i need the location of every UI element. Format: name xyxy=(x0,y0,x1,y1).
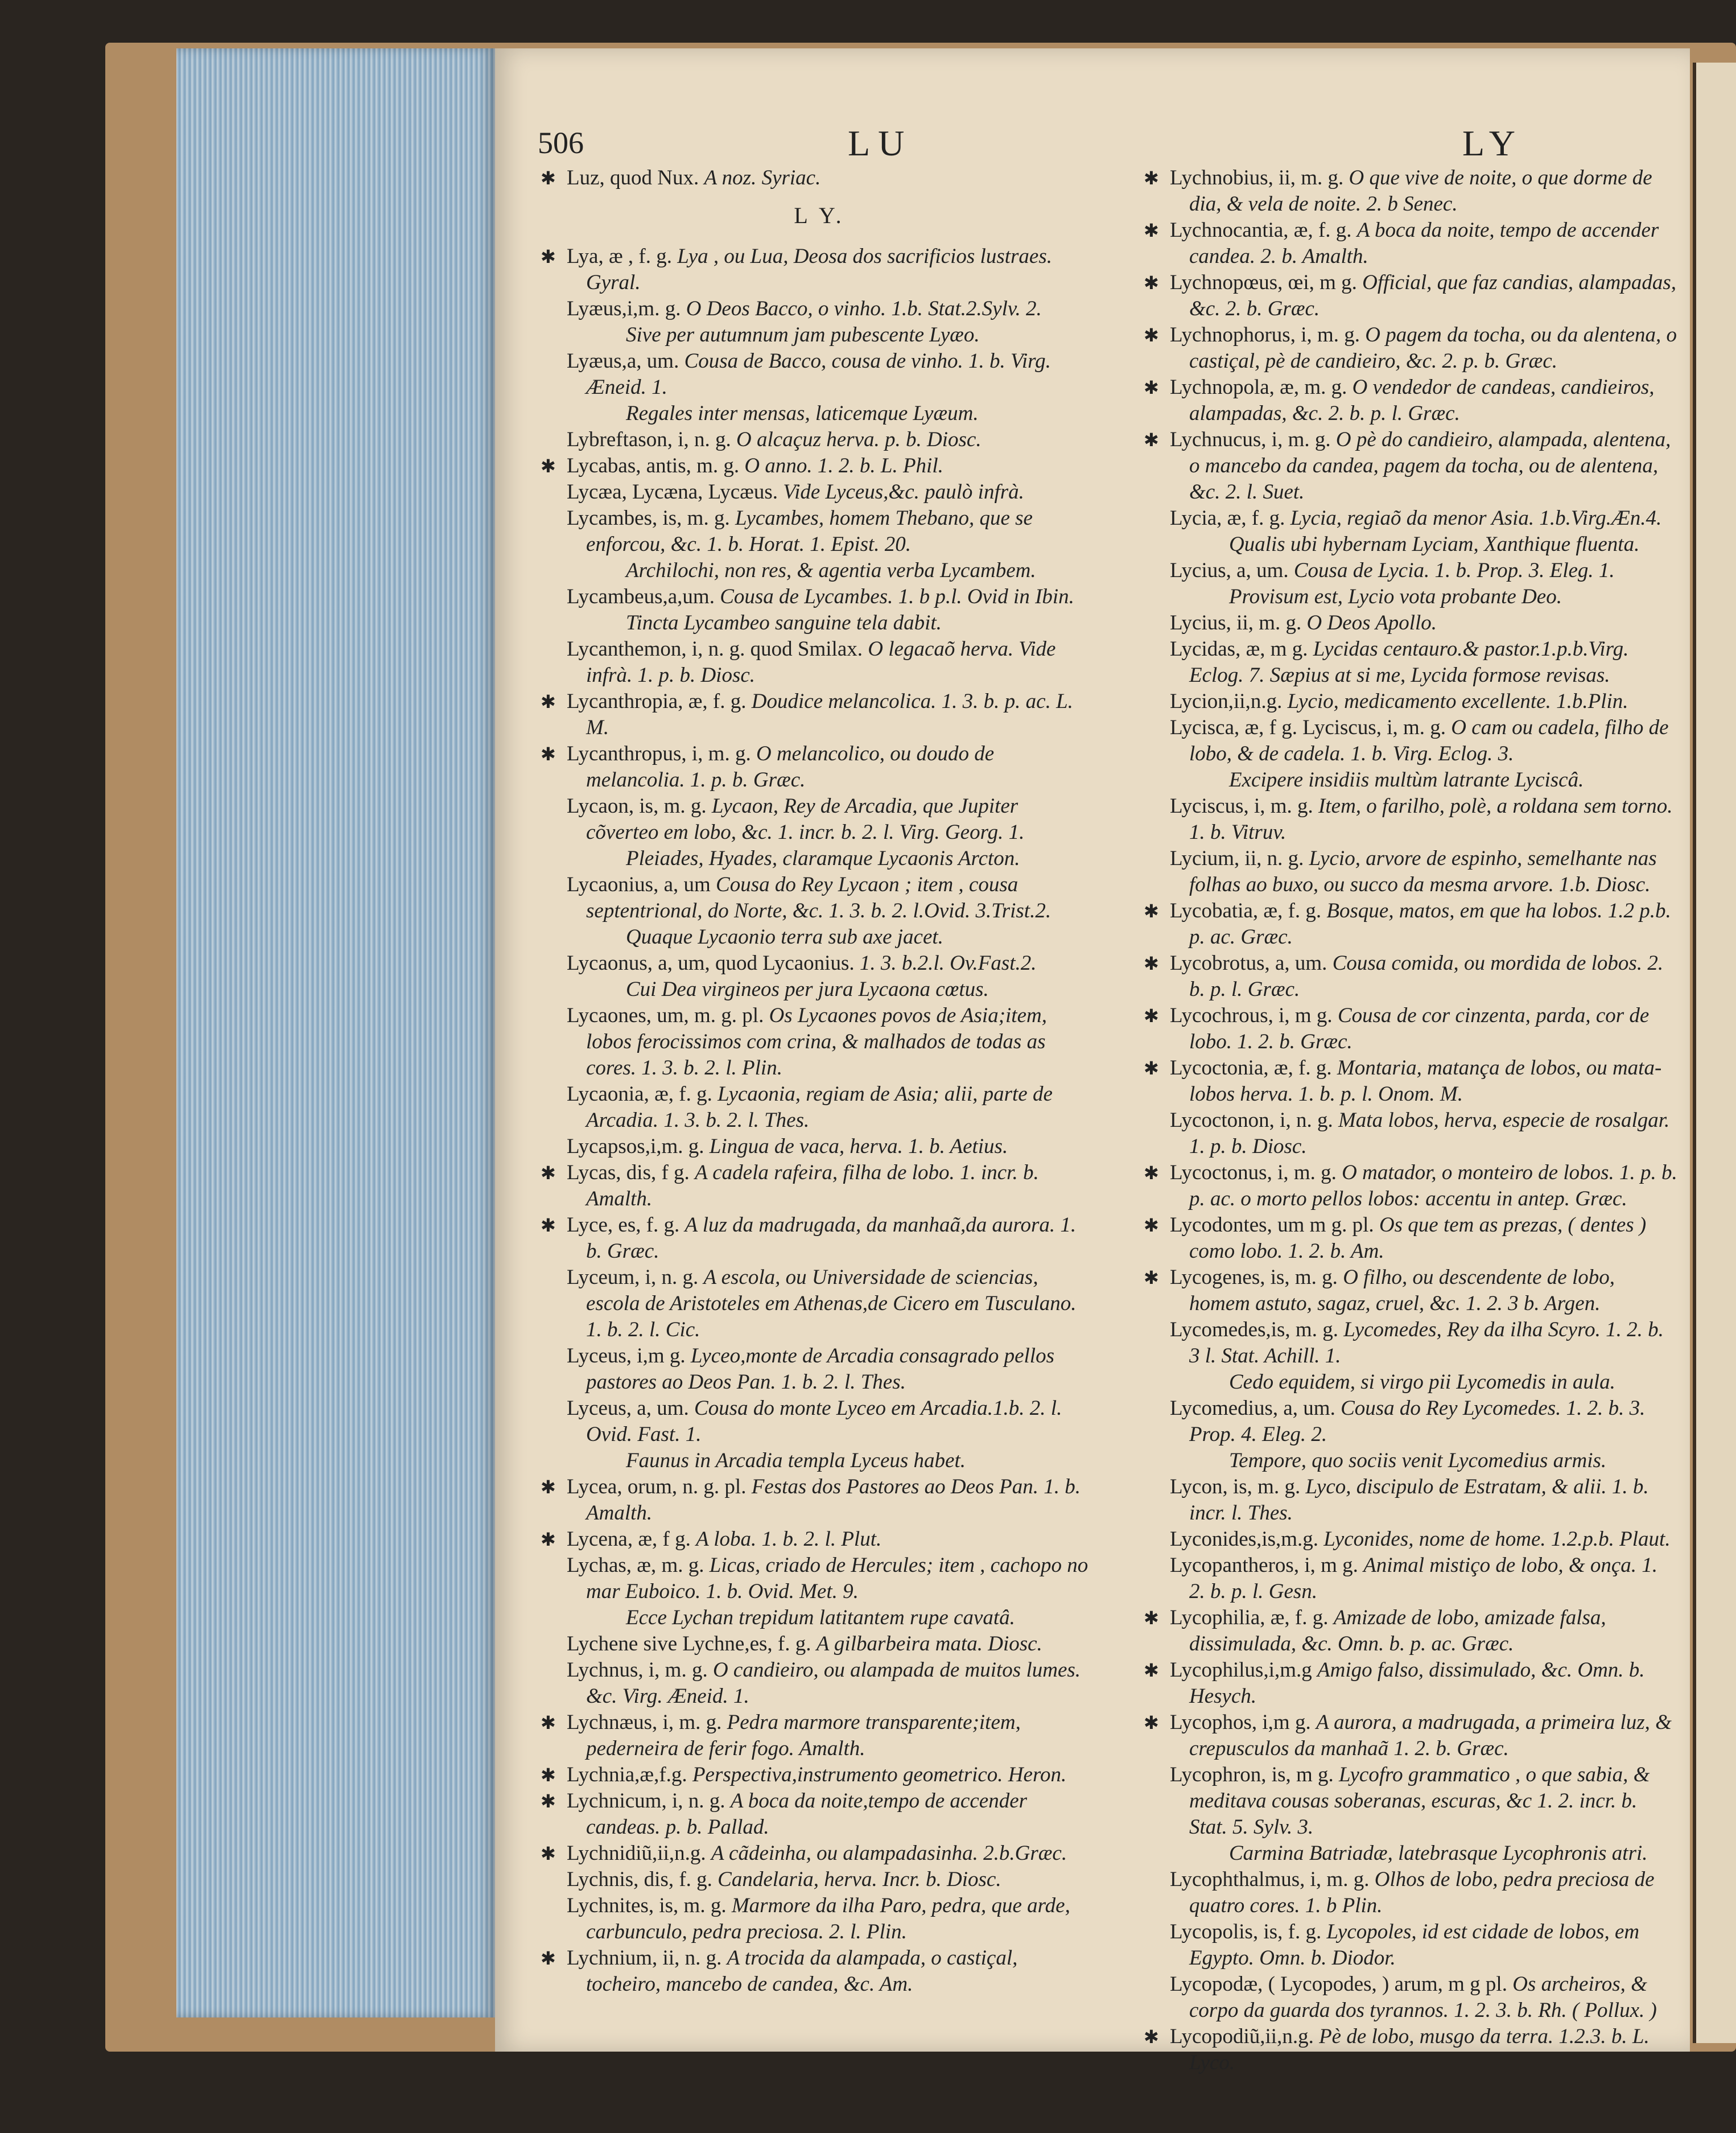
dictionary-entry xyxy=(546,165,1092,191)
entry-headword: Lycambeus,a,um. xyxy=(567,585,715,608)
dictionary-entry xyxy=(546,1657,1092,1710)
entry-definition: Lycaonia, regiam de Asia; alii, parte de Arcadia. 1. 3. b. 2. l. Thes. xyxy=(586,1082,1053,1132)
entry-headword: Lychnia,æ,f.g. xyxy=(567,1763,687,1786)
dictionary-entry xyxy=(546,1893,1092,1945)
quotation-line: Faunus in Arcadia templa Lyceus habet. xyxy=(626,1449,966,1472)
dictionary-entry xyxy=(1149,2024,1679,2076)
quotation-line: Archilochi, non res, & agentia verba Lycambem. xyxy=(626,559,1036,582)
entry-definition: O matador, o monteiro de lobos. 1. p. b. p. ac. o morto pellos lobos: accentu in antep. Græc. xyxy=(1189,1161,1677,1210)
entry-headword: Lycas, dis, f g. xyxy=(567,1161,690,1184)
dictionary-entry xyxy=(1149,950,1679,1003)
entry-headword: Lycisca, æ, f g. Lyciscus, i, m. g. xyxy=(1170,716,1446,739)
entry-definition: Lycambes, homem Thebano, que se enforcou, &c. 1. b. Horat. 1. Epist. 20. xyxy=(586,507,1033,556)
entry-headword: Lychnocantia, æ, f. g. xyxy=(1170,219,1352,242)
entry-definition: Cousa de Lycia. 1. b. Prop. 3. Eleg. 1. xyxy=(1293,559,1615,582)
dictionary-entry xyxy=(546,479,1092,505)
dictionary-entry xyxy=(546,793,1092,846)
entry-headword: Lycius, a, um. xyxy=(1170,559,1289,582)
entry-headword: Lycaonia, æ, f. g. xyxy=(567,1082,712,1106)
entry-headword: Lycanthemon, i, n. g. quod Smilax. xyxy=(567,637,863,661)
entry-definition: O alcaçuz herva. p. b. Diosc. xyxy=(736,428,982,451)
dictionary-entry xyxy=(546,1710,1092,1762)
entry-definition: Lya , ou Lua, Deosa dos sacrificios lustraes. Gyral. xyxy=(586,245,1052,294)
entry-definition: A noz. Syriac. xyxy=(704,166,821,190)
entry-headword: Lyciscus, i, m. g. xyxy=(1170,794,1313,818)
entry-definition: O pagem da tocha, ou da alentena, o castiçal, pè de candieiro, &c. 2. p. b. Græc. xyxy=(1189,323,1677,373)
entry-headword: Lychnium, ii, n. g. xyxy=(567,1946,722,1970)
entry-definition: A trocida da alampada, o castiçal, tocheiro, mancebo de candea, &c. Am. xyxy=(586,1946,1018,1996)
entry-definition: O legacaõ herva. Vide infrà. 1. p. b. Diosc. xyxy=(586,637,1056,687)
entry-headword: Lycanthropus, i, m. g. xyxy=(567,742,751,765)
entry-headword: Lychnidiũ,ii,n.g. xyxy=(567,1842,706,1865)
entry-definition: A cadela rafeira, filha de lobo. 1. incr. b. Amalth. xyxy=(586,1161,1039,1210)
dictionary-entry xyxy=(1149,1107,1679,1160)
entry-definition: Lycia, regiaõ da menor Asia. 1.b.Virg.Æn.4. xyxy=(1290,507,1662,530)
entry-headword: Lycambes, is, m. g. xyxy=(567,507,730,530)
entry-definition: Festas dos Pastores ao Deos Pan. 1. b. Amalth. xyxy=(586,1475,1081,1525)
entry-headword: Lya, æ , f. g. xyxy=(567,245,672,268)
quotation-line: Provisum est, Lycio vota probante Deo. xyxy=(1229,585,1562,608)
dictionary-entry xyxy=(1149,846,1679,898)
entry-definition: O filho, ou descendente de lobo, homem astuto, sagaz, cruel, &c. 1. 2. 3 b. Argen. xyxy=(1189,1266,1615,1315)
dictionary-entry xyxy=(546,636,1092,689)
dictionary-entry xyxy=(1149,1003,1679,1055)
entry-definition: O que vive de noite, o que dorme de dia, & vela de noite. 2. b Senec. xyxy=(1189,166,1652,216)
entry-definition: Cousa do monte Lyceo em Arcadia.1.b. 2. l. Ovid. Fast. 1. xyxy=(586,1397,1062,1446)
entry-definition: Olhos de lobo, pedra preciosa de quatro cores. 1. b Plin. xyxy=(1189,1868,1655,1917)
entry-headword: Lycoctonon, i, n. g. xyxy=(1170,1109,1333,1132)
entry-headword: Lychnucus, i, m. g. xyxy=(1170,428,1331,451)
entry-definition: Licas, criado de Hercules; item , cachopo no mar Euboico. 1. b. Ovid. Met. 9. xyxy=(586,1554,1088,1603)
entry-definition: Lingua de vaca, herva. 1. b. Aetius. xyxy=(709,1135,1008,1158)
entry-headword: Lycia, æ, f. g. xyxy=(1170,507,1285,530)
entry-headword: Lycion,ii,n.g. xyxy=(1170,690,1283,713)
entry-definition: O pè do candieiro, alampada, alentena, o mancebo da candea, pagem da tocha, ou de alentena, &c. 2. l. Suet. xyxy=(1189,428,1671,504)
entry-headword: Lycaonius, a, um xyxy=(567,873,711,896)
entry-headword: Lyceus, i,m g. xyxy=(567,1344,686,1368)
quotation-line: Tempore, quo sociis venit Lycomedius armis. xyxy=(1229,1449,1607,1472)
entry-definition: A luz da madrugada, da manhaã,da aurora. 1. b. Græc. xyxy=(586,1213,1077,1263)
entry-definition: Lycofro grammatico , o que sabia, & meditava cousas soberanas, escuras, &c 1. 2. incr. b. Stat. 5. Sylv. 3. xyxy=(1189,1763,1650,1839)
quotation-line: Excipere insidiis multùm latrante Lyciscâ. xyxy=(1229,768,1584,792)
dictionary-entry xyxy=(1149,322,1679,374)
running-head-left: LU xyxy=(848,123,913,163)
entry-headword: Lyæus,a, um. xyxy=(567,349,679,373)
entry-headword: Lycopolis, is, f. g. xyxy=(1170,1920,1322,1943)
right-column xyxy=(1149,165,1679,2076)
entry-headword: Lychnites, is, m. g. xyxy=(567,1894,727,1917)
dictionary-entry xyxy=(1149,610,1679,636)
section-heading: L Y. xyxy=(794,203,845,228)
entry-definition: A gilbarbeira mata. Diosc. xyxy=(816,1632,1042,1656)
entry-headword: Lycopodiũ,ii,n.g. xyxy=(1170,2025,1314,2048)
dictionary-entry xyxy=(546,244,1092,296)
entry-headword: Luz, quod Nux. xyxy=(567,166,699,190)
entry-headword: Lybreftason, i, n. g. xyxy=(567,428,731,451)
entry-definition: Os archeiros, & corpo da guarda dos tyrannos. 1. 2. 3. b. Rh. ( Pollux. ) xyxy=(1189,1973,1657,2022)
dictionary-entry xyxy=(1149,427,1679,505)
page-header xyxy=(495,122,1690,168)
entry-headword: Lychas, æ, m. g. xyxy=(567,1554,704,1577)
entry-definition: Bosque, matos, em que ha lobos. 1.2 p.b. p. ac. Græc. xyxy=(1189,899,1671,949)
entry-headword: Lycopantheros, i, m g. xyxy=(1170,1554,1358,1577)
dictionary-entry xyxy=(546,1526,1092,1553)
quotation-line: Sive per autumnum jam pubescente Lyæo. xyxy=(626,323,980,347)
quotation-line: Tincta Lycambeo sanguine tela dabit. xyxy=(626,611,942,635)
dictionary-entry xyxy=(1149,1762,1679,1840)
entry-headword: Lychnæus, i, m. g. xyxy=(567,1711,722,1734)
quotation-line: Ecce Lychan trepidum latitantem rupe cavatâ. xyxy=(626,1606,1015,1629)
quotation-line: Quaque Lycaonio terra sub axe jacet. xyxy=(626,925,943,949)
entry-headword: Lychnus, i, m. g. xyxy=(567,1658,708,1682)
dictionary-entry xyxy=(546,1945,1092,1998)
dictionary-entry xyxy=(546,1265,1092,1343)
dictionary-entry xyxy=(1149,689,1679,715)
dictionary-entry xyxy=(1149,793,1679,846)
dictionary-entry xyxy=(546,1343,1092,1395)
dictionary-entry xyxy=(1149,1919,1679,1971)
dictionary-entry xyxy=(1149,270,1679,322)
entry-headword: Lychene sive Lychne,es, f. g. xyxy=(567,1632,811,1656)
dictionary-entry xyxy=(1149,505,1679,532)
dictionary-entry xyxy=(546,741,1092,793)
dictionary-entry xyxy=(1149,1055,1679,1107)
quotation-line: Pleiades, Hyades, claramque Lycaonis Arcton. xyxy=(626,847,1020,870)
entry-definition: Cousa de Bacco, cousa de vinho. 1. b. Virg. Æneid. 1. xyxy=(586,349,1051,399)
entry-definition: Marmore da ilha Paro, pedra, que arde, carbunculo, pedra preciosa. 2. l. Plin. xyxy=(586,1894,1070,1943)
dictionary-entry xyxy=(546,505,1092,558)
dictionary-entry xyxy=(1149,898,1679,950)
entry-definition: Animal mistiço de lobo, & onça. 1. 2. b. p. l. Gesn. xyxy=(1189,1554,1658,1603)
entry-definition: Pè de lobo, musgo da terra. 1.2.3. b. L. Lyco. xyxy=(1189,2025,1650,2074)
entry-headword: Lycanthropia, æ, f. g. xyxy=(567,690,747,713)
entry-headword: Lychnophorus, i, m. g. xyxy=(1170,323,1360,347)
dictionary-entry xyxy=(546,872,1092,924)
entry-definition: Cousa do Rey Lycaon ; item , cousa septentrional, do Norte, &c. 1. 3. b. 2. l.Ovid. 3.Trist.2. xyxy=(586,873,1052,923)
entry-headword: Lycophilus,i,m.g xyxy=(1170,1658,1312,1682)
entry-headword: Lycomedius, a, um. xyxy=(1170,1397,1335,1420)
quotation-line: Cedo equidem, si virgo pii Lycomedis in aula. xyxy=(1229,1370,1615,1394)
dictionary-entry xyxy=(1149,1265,1679,1317)
dictionary-entry xyxy=(546,1081,1092,1134)
dictionary-entry xyxy=(1149,715,1679,767)
dictionary-entry xyxy=(546,348,1092,401)
quotation-line: Qualis ubi hybernam Lyciam, Xanthique fluenta. xyxy=(1229,533,1640,556)
entry-headword: Lyceus, a, um. xyxy=(567,1397,689,1420)
entry-definition: Item, o farilho, polè, a roldana sem torno. 1. b. Vitruv. xyxy=(1189,794,1673,844)
entry-headword: Lychnicum, i, n. g. xyxy=(567,1789,725,1813)
entry-headword: Lycon, is, m. g. xyxy=(1170,1475,1301,1498)
quotation-line: Cui Dea virgineos per jura Lycaona cœtus. xyxy=(626,978,989,1001)
entry-definition: Vide Lyceus,&c. paulò infrà. xyxy=(783,480,1024,504)
entry-definition: 1. 3. b.2.l. Ov.Fast.2. xyxy=(859,952,1037,975)
entry-definition: O anno. 1. 2. b. L. Phil. xyxy=(744,454,943,477)
entry-definition: Cousa comida, ou mordida de lobos. 2. b. p. l. Græc. xyxy=(1189,952,1664,1001)
dictionary-entry xyxy=(1149,1160,1679,1212)
entry-definition: Lyco, discipulo de Estratam, & alii. 1. b. incr. l. Thes. xyxy=(1189,1475,1649,1525)
entry-definition: Cousa de Lycambes. 1. b p.l. Ovid in Ibin. xyxy=(720,585,1074,608)
entry-headword: Lyceum, i, n. g. xyxy=(567,1266,699,1289)
entry-headword: Lychnis, dis, f. g. xyxy=(567,1868,712,1891)
entry-definition: Os que tem as prezas, ( dentes ) como lobo. 1. 2. b. Am. xyxy=(1189,1213,1647,1263)
entry-headword: Lycoctonia, æ, f. g. xyxy=(1170,1056,1332,1080)
entry-headword: Lycaon, is, m. g. xyxy=(567,794,707,818)
entry-headword: Lycodontes, um m g. pl. xyxy=(1170,1213,1374,1237)
entry-headword: Lycapsos,i,m. g. xyxy=(567,1135,704,1158)
entry-definition: Pedra marmore transparente;item, pederneira de ferir fogo. Amalth. xyxy=(586,1711,1021,1760)
entry-headword: Lyce, es, f. g. xyxy=(567,1213,680,1237)
dictionary-entry xyxy=(546,1474,1092,1526)
entry-definition: Official, que faz candias, alampadas, &c. 2. b. Græc. xyxy=(1189,271,1677,320)
entry-definition: Lycopoles, id est cidade de lobos, em Egypto. Omn. b. Diodor. xyxy=(1189,1920,1640,1970)
entry-definition: O candieiro, ou alampada de muitos lumes. &c. Virg. Æneid. 1. xyxy=(586,1658,1081,1708)
entry-headword: Lycophos, i,m g. xyxy=(1170,1711,1311,1734)
entry-definition: Lycomedes, Rey da ilha Scyro. 1. 2. b. 3 l. Stat. Achill. 1. xyxy=(1189,1318,1664,1368)
dictionary-entry xyxy=(546,427,1092,453)
entry-headword: Lycabas, antis, m. g. xyxy=(567,454,740,477)
entry-definition: Perspectiva,instrumento geometrico. Heron. xyxy=(692,1763,1067,1786)
entry-headword: Lycoctonus, i, m. g. xyxy=(1170,1161,1337,1184)
entry-headword: Lycogenes, is, m. g. xyxy=(1170,1266,1338,1289)
page-number: 506 xyxy=(538,126,584,160)
entry-definition: A loba. 1. b. 2. l. Plut. xyxy=(696,1527,882,1551)
dictionary-entry xyxy=(1149,1474,1679,1526)
dictionary-entry xyxy=(546,1395,1092,1448)
dictionary-entry xyxy=(546,689,1092,741)
dictionary-entry xyxy=(546,1762,1092,1788)
entry-definition: Mata lobos, herva, especie de rosalgar. 1. p. b. Diosc. xyxy=(1189,1109,1670,1158)
page-edges xyxy=(176,48,495,2017)
dictionary-entry xyxy=(1149,1395,1679,1448)
entry-headword: Lycea, orum, n. g. pl. xyxy=(567,1475,747,1498)
entry-headword: Lycopodæ, ( Lycopodes, ) arum, m g pl. xyxy=(1170,1973,1507,1996)
entry-definition: Lyceo,monte de Arcadia consagrado pellos pastores ao Deos Pan. 1. b. 2. l. Thes. xyxy=(586,1344,1054,1394)
entry-definition: A boca da noite, tempo de accender candea. 2. b. Amalth. xyxy=(1189,219,1659,268)
dictionary-entry xyxy=(1149,1553,1679,1605)
next-page-edge xyxy=(1693,63,1736,2043)
entry-definition: Doudice melancolica. 1. 3. b. p. ac. L. M. xyxy=(586,690,1073,739)
entry-definition: Os Lycaones povos de Asia;item, lobos ferocissimos com crina, & malhados de todas as cores. 1. 3. b. 2. l. Plin. xyxy=(586,1004,1047,1080)
dictionary-entry xyxy=(1149,374,1679,427)
dictionary-entry xyxy=(546,1631,1092,1657)
dictionary-entry xyxy=(1149,1212,1679,1265)
entry-headword: Lycaonus, a, um, quod Lycaonius. xyxy=(567,952,855,975)
entry-definition: A aurora, a madrugada, a primeira luz, & crepusculos da manhaã 1. 2. b. Græc. xyxy=(1189,1711,1672,1760)
entry-definition: Candelaria, herva. Incr. b. Diosc. xyxy=(718,1868,1001,1891)
quotation-line: Regales inter mensas, laticemque Lyæum. xyxy=(626,402,979,425)
entry-headword: Lycomedes,is, m. g. xyxy=(1170,1318,1338,1341)
dictionary-entry xyxy=(546,453,1092,479)
entry-headword: Lyæus,i,m. g. xyxy=(567,297,681,320)
entry-headword: Lychnobius, ii, m. g. xyxy=(1170,166,1344,190)
entry-definition: Cousa do Rey Lycomedes. 1. 2. b. 3. Prop. 4. Eleg. 2. xyxy=(1189,1397,1646,1446)
entry-definition: O cam ou cadela, filho de lobo, & de cadela. 1. b. Virg. Eclog. 3. xyxy=(1189,716,1669,765)
dictionary-entry xyxy=(546,1134,1092,1160)
entry-headword: Lycaones, um, m. g. pl. xyxy=(567,1004,764,1027)
entry-headword: Lycobrotus, a, um. xyxy=(1170,952,1327,975)
dictionary-entry xyxy=(546,1840,1092,1867)
dictionary-page xyxy=(495,48,1690,2074)
dictionary-entry xyxy=(546,950,1092,977)
dictionary-entry xyxy=(1149,1867,1679,1919)
quotation-line: Carmina Batriadæ, latebrasque Lycophronis atri. xyxy=(1229,1842,1648,1865)
dictionary-entry xyxy=(546,1553,1092,1605)
entry-definition: A boca da noite,tempo de accender candeas. p. b. Pallad. xyxy=(586,1789,1028,1839)
dictionary-entry xyxy=(546,1867,1092,1893)
entry-headword: Lycidas, æ, m g. xyxy=(1170,637,1308,661)
entry-headword: Lycium, ii, n. g. xyxy=(1170,847,1304,870)
dictionary-entry xyxy=(1149,217,1679,270)
entry-definition: A escola, ou Universidade de sciencias, escola de Aristoteles em Athenas,de Cicero em Tusculano. 1. b. 2. l. Cic. xyxy=(586,1266,1077,1341)
entry-headword: Lychnopœus, œi, m g. xyxy=(1170,271,1357,294)
entry-headword: Lycobatia, æ, f. g. xyxy=(1170,899,1322,923)
entry-definition: O melancolico, ou doudo de melancolia. 1. p. b. Græc. xyxy=(586,742,995,792)
dictionary-entry xyxy=(1149,1710,1679,1762)
entry-definition: Lycio, medicamento excellente. 1.b.Plin. xyxy=(1287,690,1628,713)
left-column xyxy=(546,165,1092,1998)
entry-headword: Lyconides,is,m.g. xyxy=(1170,1527,1319,1551)
entry-headword: Lycena, æ, f g. xyxy=(567,1527,691,1551)
entry-definition: Lyconides, nome de home. 1.2.p.b. Plaut. xyxy=(1323,1527,1671,1551)
entry-definition: Amizade de lobo, amizade falsa, dissimulada, &c. Omn. b. p. ac. Græc. xyxy=(1189,1606,1606,1656)
entry-headword: Lycius, ii, m. g. xyxy=(1170,611,1302,635)
entry-headword: Lycophilia, æ, f. g. xyxy=(1170,1606,1329,1629)
dictionary-entry xyxy=(1149,1526,1679,1553)
running-head-right: LY xyxy=(1462,123,1523,163)
entry-headword: Lychnopola, æ, m. g. xyxy=(1170,376,1347,399)
entry-headword: Lycæa, Lycæna, Lycæus. xyxy=(567,480,778,504)
dictionary-entry xyxy=(546,1160,1092,1212)
dictionary-entry xyxy=(1149,1605,1679,1657)
dictionary-entry xyxy=(1149,1971,1679,2024)
entry-headword: Lycochrous, i, m g. xyxy=(1170,1004,1333,1027)
dictionary-entry xyxy=(1149,1657,1679,1710)
dictionary-entry xyxy=(546,1788,1092,1840)
dictionary-entry xyxy=(546,1003,1092,1081)
entry-definition: A cãdeinha, ou alampadasinha. 2.b.Græc. xyxy=(711,1842,1067,1865)
entry-definition: Lycaon, Rey de Arcadia, que Jupiter cõverteo em lobo, &c. 1. incr. b. 2. l. Virg. Georg. 1. xyxy=(586,794,1025,844)
entry-definition: Lycidas centauro.& pastor.1.p.b.Virg. Eclog. 7. Sæpius at si me, Lycida formose revisas. xyxy=(1189,637,1629,687)
entry-definition: Montaria, matança de lobos, ou mata-lobos herva. 1. b. p. l. Onom. M. xyxy=(1189,1056,1662,1106)
entry-definition: O vendedor de candeas, candieiros, alampadas, &c. 2. b. p. l. Græc. xyxy=(1189,376,1655,425)
entry-definition: Cousa de cor cinzenta, parda, cor de lobo. 1. 2. b. Græc. xyxy=(1189,1004,1650,1053)
dictionary-entry xyxy=(1149,165,1679,217)
dictionary-entry xyxy=(1149,1317,1679,1369)
entry-definition: O Deos Bacco, o vinho. 1.b. Stat.2.Sylv. 2. xyxy=(686,297,1042,320)
entry-definition: Lycio, arvore de espinho, semelhante nas folhas ao buxo, ou succo da mesma arvore. 1.b. Diosc. xyxy=(1189,847,1657,896)
entry-definition: Amigo falso, dissimulado, &c. Omn. b. Hesych. xyxy=(1189,1658,1645,1708)
dictionary-entry xyxy=(546,1212,1092,1265)
dictionary-entry xyxy=(1149,636,1679,689)
entry-definition: O Deos Apollo. xyxy=(1306,611,1437,635)
dictionary-entry xyxy=(546,296,1092,322)
entry-headword: Lycophthalmus, i, m. g. xyxy=(1170,1868,1370,1891)
dictionary-entry xyxy=(546,584,1092,610)
entry-headword: Lycophron, is, m g. xyxy=(1170,1763,1334,1786)
dictionary-entry xyxy=(1149,558,1679,584)
